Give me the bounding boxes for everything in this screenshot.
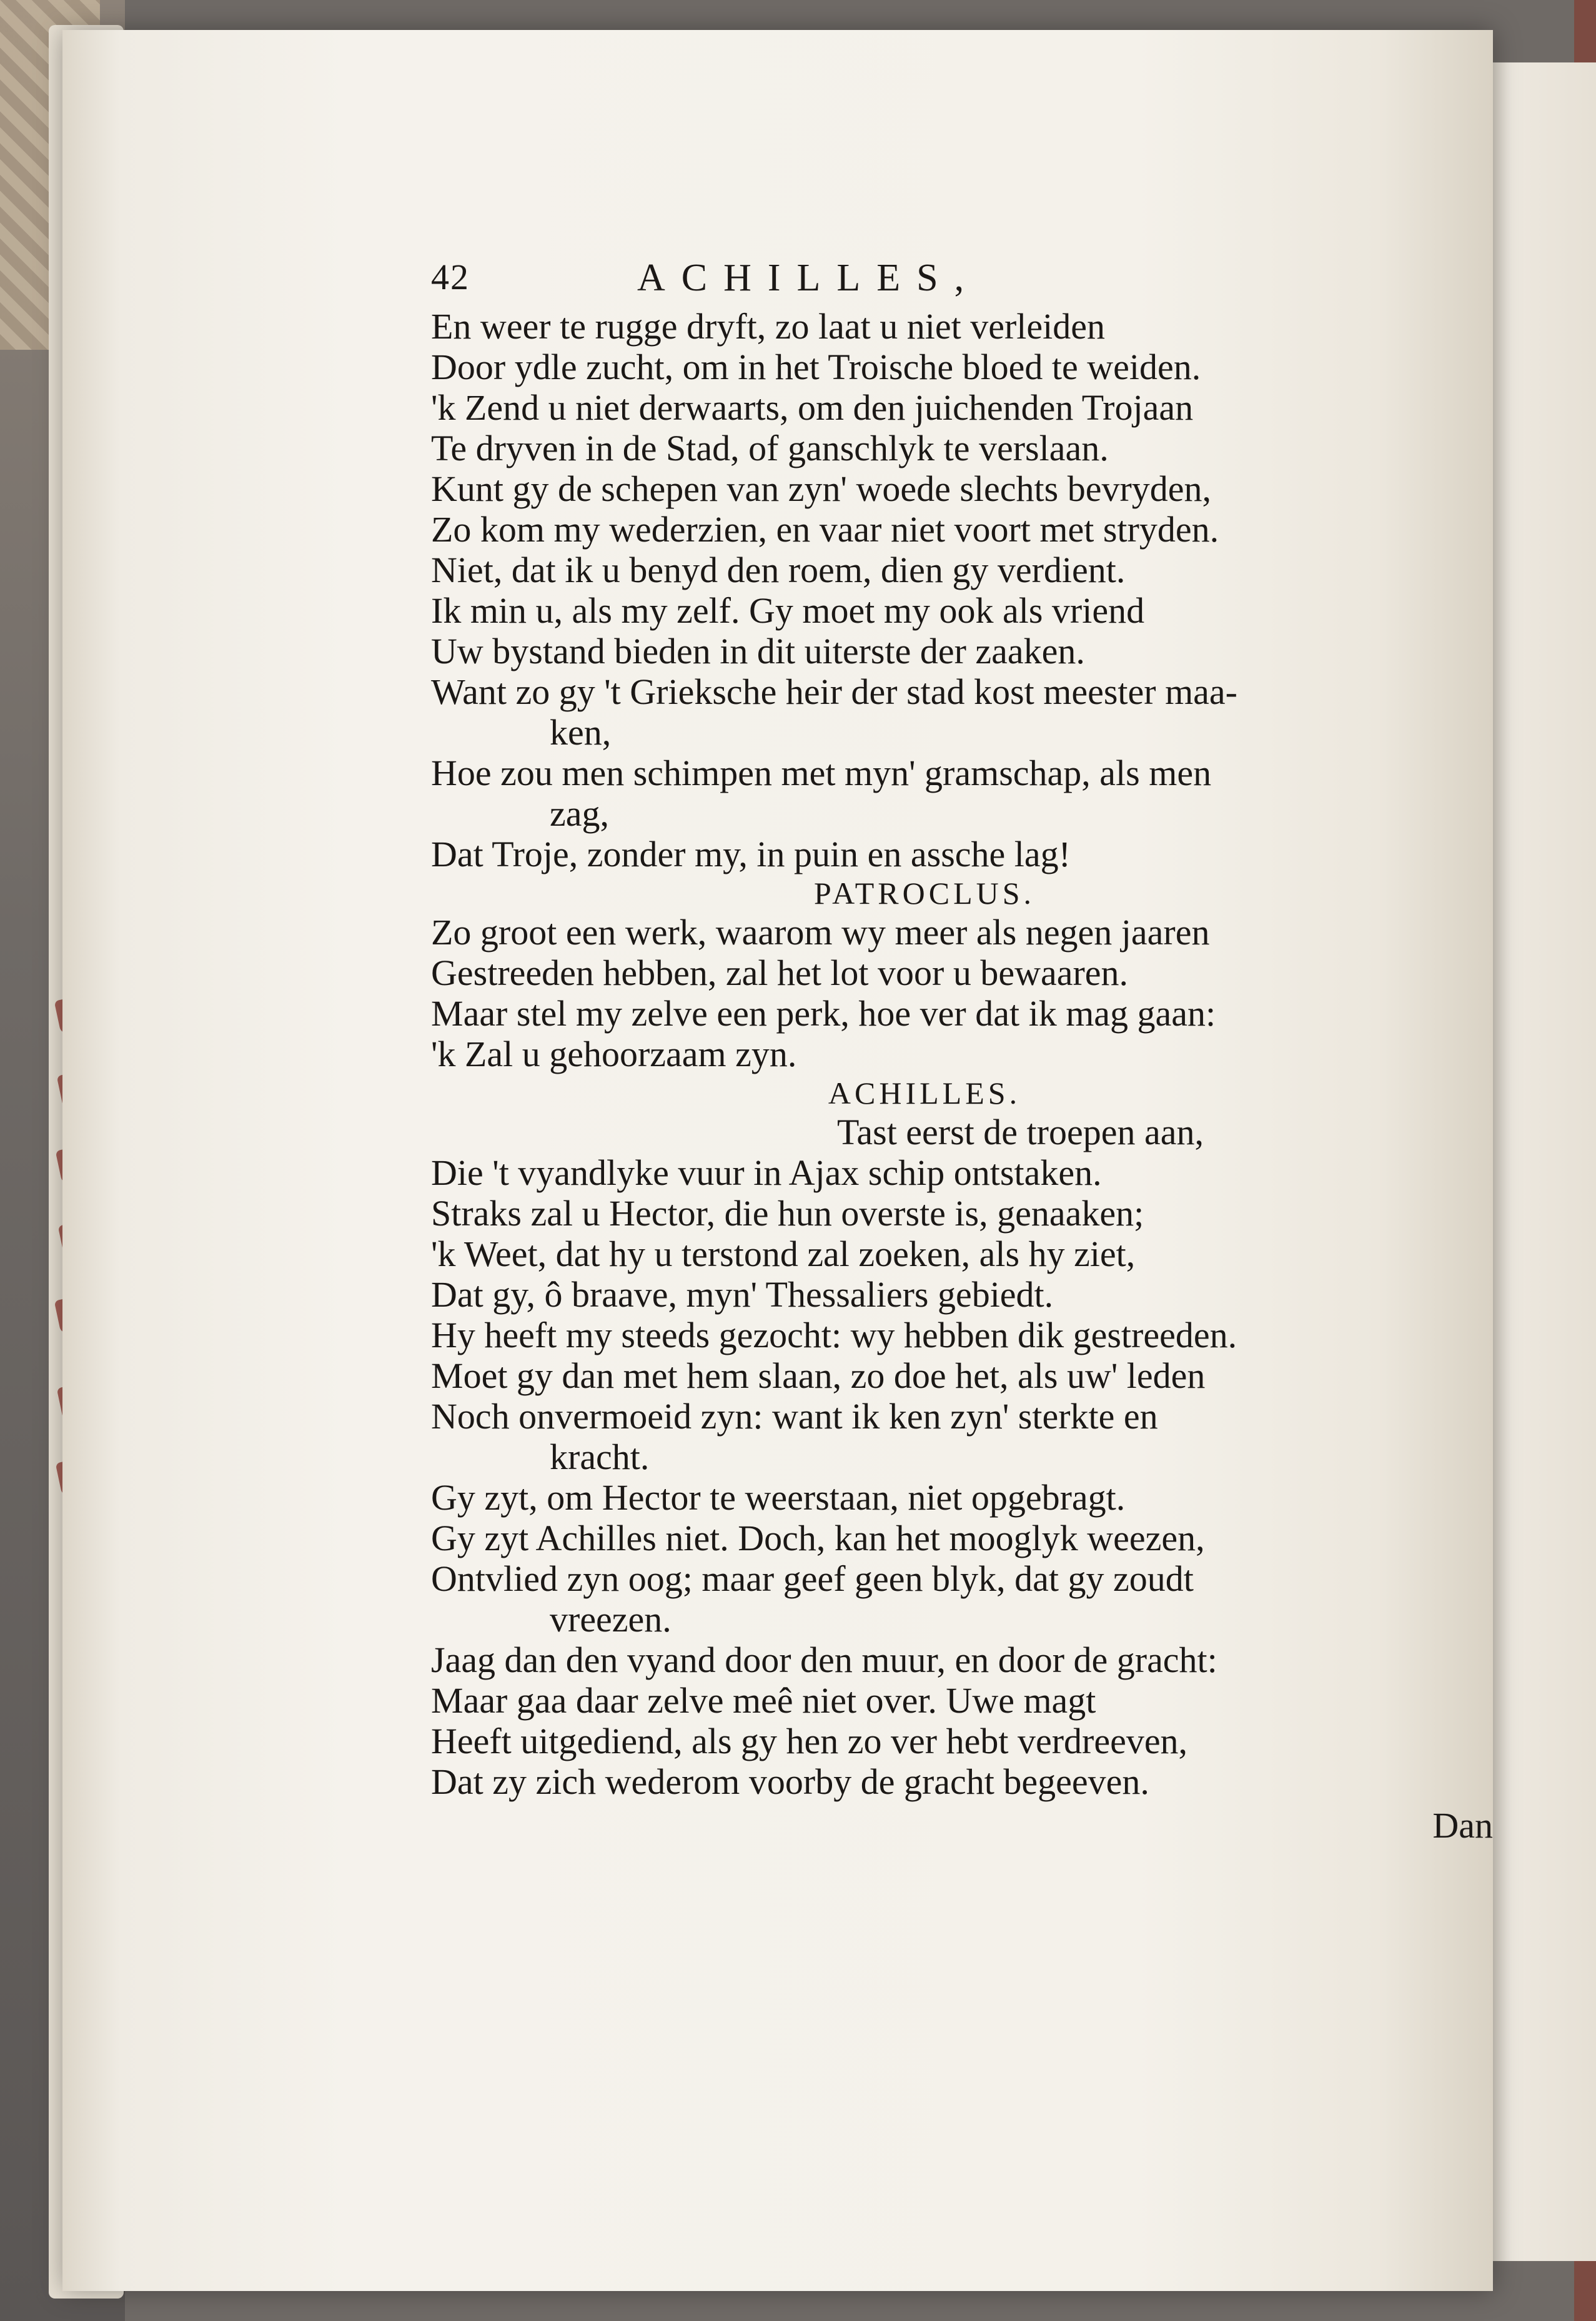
running-title: ACHILLES,: [637, 257, 981, 299]
verse-line: Straks zal u Hector, die hun overste is, genaaken;: [431, 1193, 1144, 1234]
verse-line: Gy zyt, om Hector te weerstaan, niet opgebragt.: [431, 1477, 1126, 1518]
verse-line: zag,: [550, 793, 609, 834]
verse-line: ken,: [550, 712, 612, 753]
verse-line: Kunt gy de schepen van zyn' woede slechts bevryden,: [431, 468, 1212, 509]
verse-line: Gy zyt Achilles niet. Doch, kan het mooglyk weezen,: [431, 1518, 1205, 1558]
verse-line: Hy heeft my steeds gezocht: wy hebben dik gestreeden.: [431, 1315, 1237, 1355]
verse-line: Ontvlied zyn oog; maar geef geen blyk, dat gy zoudt: [431, 1558, 1194, 1599]
page-text: [431, 256, 1493, 1849]
verse-line: Te dryven in de Stad, of ganschlyk te verslaan.: [431, 428, 1109, 468]
speaker-name: ACHILLES.: [828, 1076, 1021, 1111]
verse-line: Door ydle zucht, om in het Troische bloed te weiden.: [431, 347, 1201, 387]
page-number: 42: [431, 257, 470, 297]
verse-line: En weer te rugge dryft, zo laat u niet verleiden: [431, 306, 1105, 347]
verse-line: Jaag dan den vyand door den muur, en door de gracht:: [431, 1640, 1217, 1680]
verse-lines: [431, 306, 1418, 1802]
page-header: [431, 256, 1418, 306]
verse-line: Moet gy dan met hem slaan, zo doe het, als uw' leden: [431, 1355, 1206, 1396]
verse-line: Maar gaa daar zelve meê niet over. Uwe magt: [431, 1680, 1096, 1721]
speaker-name: PATROCLUS.: [813, 876, 1036, 911]
verse-line: vreezen.: [550, 1599, 672, 1640]
verse-line: Maar stel my zelve een perk, hoe ver dat ik mag gaan:: [431, 993, 1216, 1034]
verse-line: Want zo gy 't Grieksche heir der stad kost meester maa-: [431, 671, 1237, 712]
verse-line: 'k Zend u niet derwaarts, om den juichenden Trojaan: [431, 387, 1194, 428]
verse-line: kracht.: [550, 1437, 650, 1477]
verse-line: Zo kom my wederzien, en vaar niet voort met stryden.: [431, 509, 1219, 550]
verse-line: Tast eerst de troepen aan,: [837, 1112, 1204, 1152]
verse-line: Zo groot een werk, waarom wy meer als negen jaaren: [431, 912, 1210, 953]
verse-line: Dat zy zich wederom voorby de gracht begeeven.: [431, 1761, 1149, 1802]
verse-line: Uw bystand bieden in dit uiterste der zaaken.: [431, 631, 1085, 671]
verse-line: Heeft uitgediend, als gy hen zo ver hebt verdreeven,: [431, 1721, 1188, 1761]
verse-line: Niet, dat ik u benyd den roem, dien gy verdient.: [431, 550, 1126, 590]
verse-line: Gestreeden hebben, zal het lot voor u bewaaren.: [431, 953, 1129, 993]
verse-line: Ik min u, als my zelf. Gy moet my ook als vriend: [431, 590, 1145, 631]
verse-line: 'k Weet, dat hy u terstond zal zoeken, als hy ziet,: [431, 1234, 1136, 1274]
verse-line: Dat gy, ô braave, myn' Thessaliers gebiedt.: [431, 1274, 1054, 1315]
verse-line: Dat Troje, zonder my, in puin en assche lag!: [431, 834, 1071, 874]
verse-line: Hoe zou men schimpen met myn' gramschap, als men: [431, 753, 1212, 793]
catchword: Dan: [1432, 1805, 1493, 1846]
verse-line: 'k Zal u gehoorzaam zyn.: [431, 1034, 797, 1074]
verse-line: Die 't vyandlyke vuur in Ajax schip ontstaken.: [431, 1152, 1102, 1193]
verse-line: Noch onvermoeid zyn: want ik ken zyn' sterkte en: [431, 1396, 1158, 1437]
